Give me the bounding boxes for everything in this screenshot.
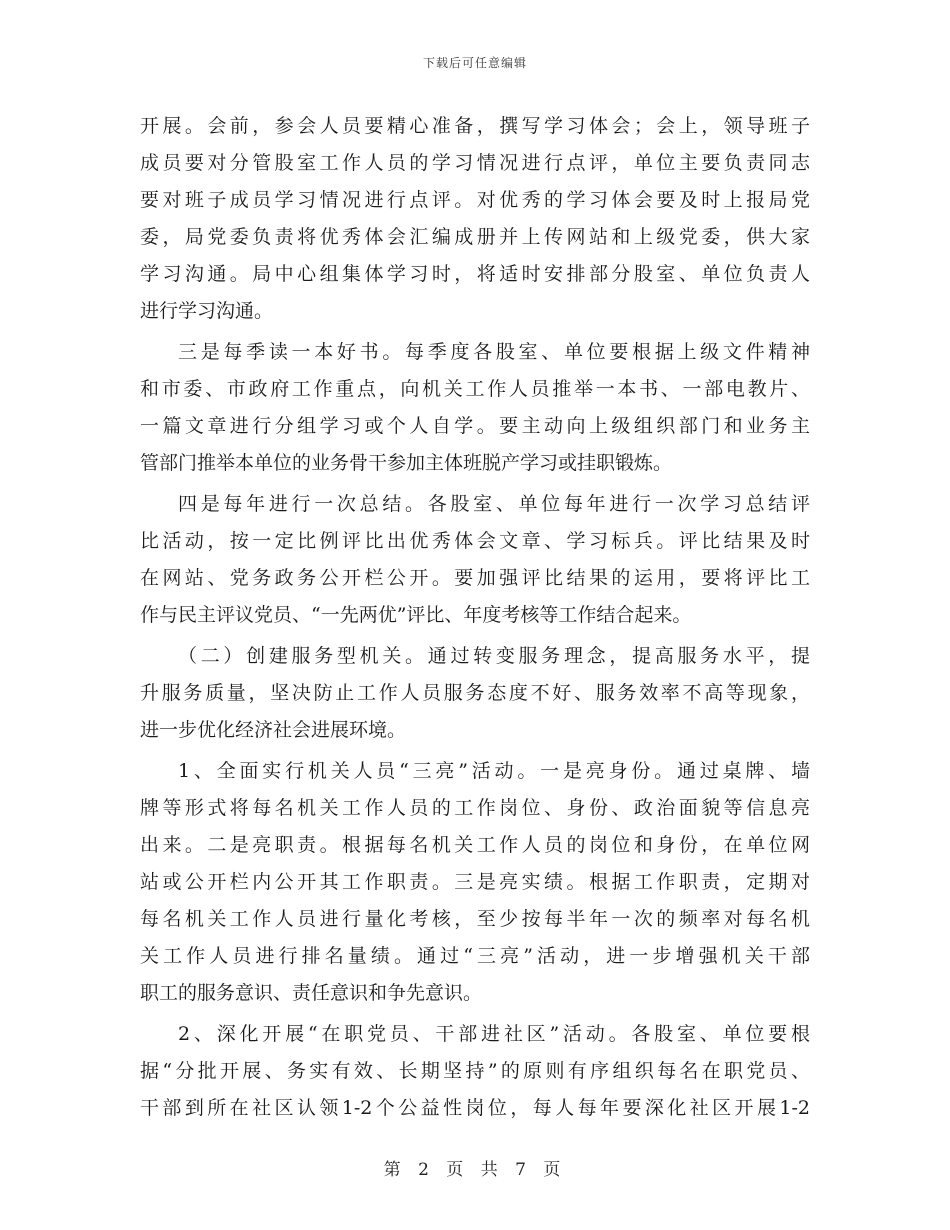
text-line: 学习沟通。局中心组集体学习时，将适时安排部分股室、单位负责人 <box>140 263 810 285</box>
text-line: 四是每年进行一次总结。各股室、单位每年进行一次学习总结评 <box>178 493 810 515</box>
text-line: 职工的服务意识、责任意识和争先意识。 <box>140 982 483 1004</box>
text-line: 在网站、党务政务公开栏公开。要加强评比结果的运用，要将评比工 <box>140 567 810 589</box>
page-footer: 第 2 页 共 7 页 <box>383 1160 567 1180</box>
text-line: 比活动，按一定比例评比出优秀体会文章、学习标兵。评比结果及时 <box>140 530 810 552</box>
text-line: （二）创建服务型机关。通过转变服务理念，提高服务水平，提 <box>178 645 810 667</box>
text-line: 管部门推举本单位的业务骨干参加主体班脱产学习或挂职锻炼。 <box>140 452 673 474</box>
text-line: 据“分批开展、务实有效、长期坚持”的原则有序组织每名在职党员、 <box>140 1060 810 1082</box>
text-line: 要对班子成员学习情况进行点评。对优秀的学习体会要及时上报局党 <box>140 189 810 211</box>
text-line: 和市委、市政府工作重点，向机关工作人员推举一本书、一部电教片、 <box>140 378 810 400</box>
document-body <box>140 108 810 1127</box>
text-line: 作与民主评议党员、“一先两优”评比、年度考核等工作结合起来。 <box>140 604 692 626</box>
page-header: 下载后可任意编辑 <box>422 56 527 70</box>
text-line: 出来。二是亮职责。根据每名机关工作人员的岗位和身份，在单位网 <box>140 834 810 856</box>
text-line: 成员要对分管股室工作人员的学习情况进行点评，单位主要负责同志 <box>140 152 810 174</box>
text-line: 进行学习沟通。 <box>140 300 274 322</box>
text-line: 牌等形式将每名机关工作人员的工作岗位、身份、政治面貌等信息亮 <box>140 797 810 819</box>
text-line: 1、全面实行机关人员“三亮”活动。一是亮身份。通过桌牌、墙 <box>178 760 810 782</box>
text-line: 一篇文章进行分组学习或个人自学。要主动向上级组织部门和业务主 <box>140 415 810 437</box>
text-line: 关工作人员进行排名量绩。通过“三亮”活动，进一步增强机关干部 <box>140 945 810 967</box>
text-line: 进一步优化经济社会进展环境。 <box>140 719 407 741</box>
text-line: 每名机关工作人员进行量化考核，至少按每半年一次的频率对每名机 <box>140 908 810 930</box>
text-line: 站或公开栏内公开其工作职责。三是亮实绩。根据工作职责，定期对 <box>140 871 810 893</box>
text-line: 升服务质量，坚决防止工作人员服务态度不好、服务效率不高等现象， <box>140 682 810 704</box>
text-line: 三是每季读一本好书。每季度各股室、单位要根据上级文件精神 <box>178 341 810 363</box>
text-line: 委，局党委负责将优秀体会汇编成册并上传网站和上级党委，供大家 <box>140 226 810 248</box>
text-line: 2、深化开展“在职党员、干部进社区”活动。各股室、单位要根 <box>178 1023 810 1045</box>
text-line: 干部到所在社区认领1-2个公益性岗位，每人每年要深化社区开展1-2 <box>140 1097 810 1119</box>
text-line: 开展。会前，参会人员要精心准备，撰写学习体会；会上，领导班子 <box>140 115 810 137</box>
